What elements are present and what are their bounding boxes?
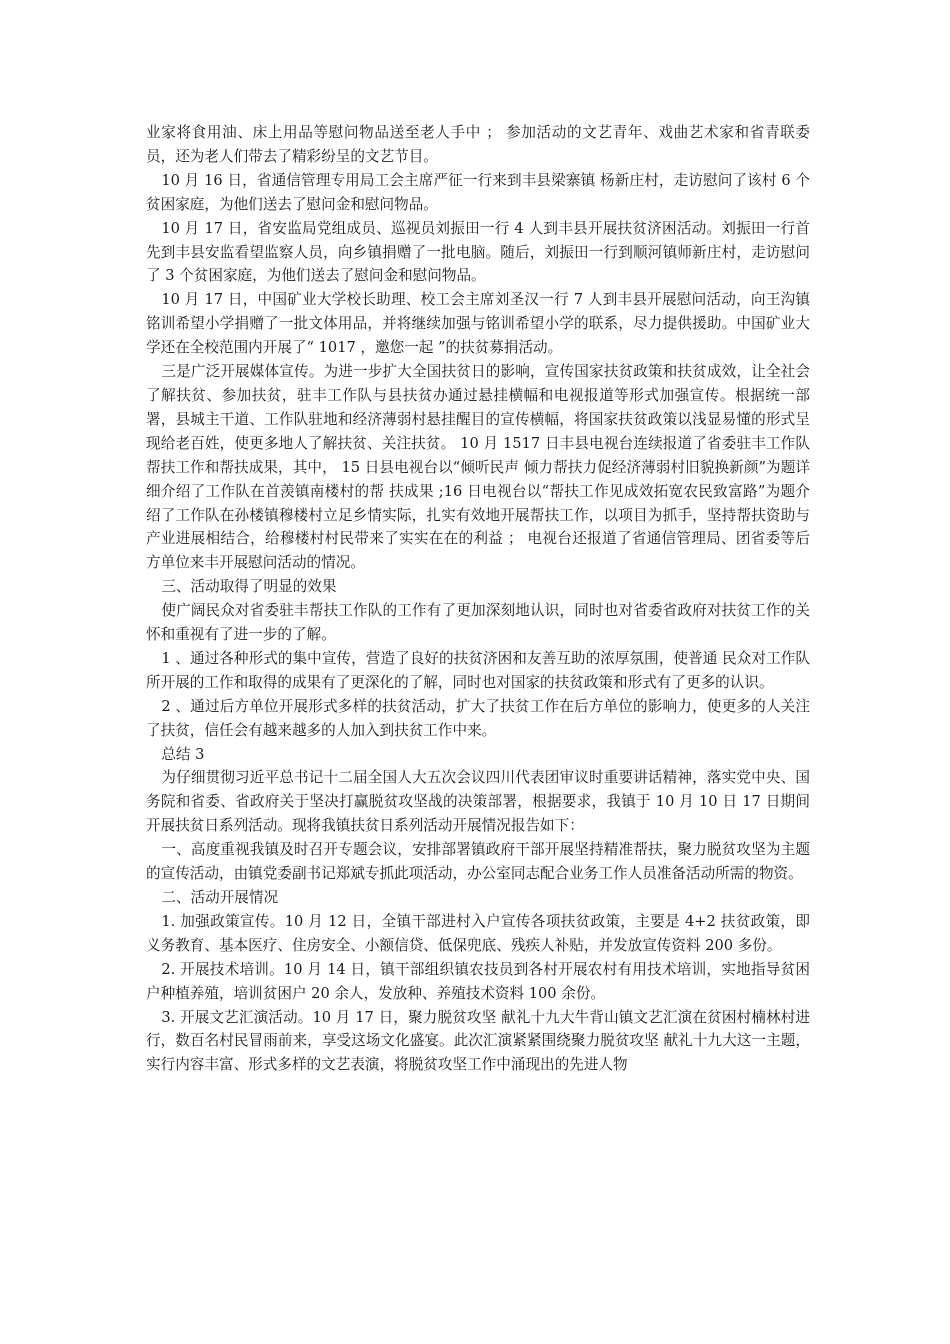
paragraph-7: 使广阔民众对省委驻丰帮扶工作队的工作有了更加深刻地认识，同时也对省委省政府对扶贫工作的关怀和重视有了进一步的了解。: [146, 602, 810, 644]
paragraph-3: 10 月 17 日，省安监局党组成员、巡视员刘振田一行 4 人到丰县开展扶贫济困活动。刘振田一行首先到丰县安监看望监察人员，向乡镇捐赠了一批电脑。随后，刘振田一行到顺河镇师新庄村，走访慰问了 3 个贫困家庭，为他们送去了慰问金和慰问物品。: [146, 219, 810, 285]
section-heading-3: 三、活动取得了明显的效果: [161, 578, 337, 596]
paragraph-14: 1. 加强政策宣传。10 月 12 日，全镇干部进村入户宣传各项扶贫政策，主要是 4+2 扶贫政策，即义务教育、基本医疗、住房安全、小额信贷、低保兜底、残疾人补贴，并发放宣传资料 200 多份。: [146, 912, 810, 954]
paragraph-5: 三是广泛开展媒体宣传。为进一步扩大全国扶贫日的影响，宣传国家扶贫政策和扶贫成效，让全社会了解扶贫、参加扶贫，驻丰工作队与县扶贫办通过悬挂横幅和电视报道等形式加强宣传。根据统一部署，县城主干道、工作队驻地和经济薄弱村悬挂醒目的宣传横幅，将国家扶贫政策以浅显易懂的形式呈现给老百姓，使更多地人了解扶贫、关注扶贫。 10 月 1517 日丰县电视台连续报道了省委驻丰工作队帮扶工作和帮扶成果，其中， 15 日县电视台以“倾听民声 倾力帮扶力促经济薄弱村旧貌换新颜”为题详细介绍了工作队在首羡镇南楼村的帮 扶成果 ;16 日电视台以“帮扶工作见成效拓宽农民致富路”为题介绍了工作队在孙楼镇穆楼村立足乡情实际，扎实有效地开展帮扶工作，以项目为抓手，坚持帮扶资助与产业进展相结合，给穆楼村村民带来了实实在在的利益 ； 电视台还报道了省通信管理局、团省委等后方单位来丰开展慰问活动的情况。: [146, 363, 810, 572]
paragraph-2: 10 月 16 日，省通信管理专用局工会主席严征一行来到丰县梁寨镇 杨新庄村，走访慰问了该村 6 个贫困家庭，为他们送去了慰问金和慰问物品。: [146, 171, 810, 213]
paragraph-4: 10 月 17 日，中国矿业大学校长助理、校工会主席刘圣汉一行 7 人到丰县开展慰问活动，向王沟镇铭训希望小学捐赠了一批文体用品，并将继续加强与铭训希望小学的联系，尽力提供援助。中国矿业大学还在全校范围内开展了“ 1017 ，邀您一起 ”的扶贫募捐活动。: [146, 291, 810, 357]
paragraph-12: 一、高度重视我镇及时召开专题会议，安排部署镇政府干部开展坚持精准帮扶，聚力脱贫攻坚为主题的宣传活动，由镇党委副书记郑斌专抓此项活动，办公室同志配合业务工作人员准备活动所需的物资。: [146, 841, 810, 883]
paragraph-16: 3. 开展文艺汇演活动。10 月 17 日，聚力脱贫攻坚 献礼十九大牛背山镇文艺汇演在贫困村楠林村进行，数百名村民冒雨前来，享受这场文化盛宴。此次汇演紧紧围绕聚力脱贫攻坚 献礼十九大这一主题，实行内容丰富、形式多样的文艺表演，将脱贫攻坚工作中涌现出的先进人物: [146, 1008, 810, 1074]
paragraph-1: 业家将食用油、床上用品等慰问物品送至老人手中 ； 参加活动的文艺青年、戏曲艺术家和省青联委员，还为老人们带去了精彩纷呈的文艺节目。: [146, 124, 810, 165]
paragraph-9: 2 、通过后方单位开展形式多样的扶贫活动，扩大了扶贫工作在后方单位的影响力，使更多的人关注了扶贫，信任会有越来越多的人加入到扶贫工作中来。: [146, 697, 810, 739]
document-page: [146, 121, 810, 1077]
section-heading-2: 二、活动开展情况: [161, 889, 279, 906]
summary-heading: 总结 3: [161, 745, 205, 763]
paragraph-8: 1 、通过各种形式的集中宣传，营造了良好的扶贫济困和友善互助的浓厚氛围，使普通 民众对工作队所开展的工作和取得的成果有了更深化的了解，同时也对国家的扶贫政策和形式有了更多的认识。: [146, 649, 810, 691]
paragraph-15: 2. 开展技术培训。10 月 14 日，镇干部组织镇农技员到各村开展农村有用技术培训，实地指导贫困户种植养殖，培训贫困户 20 余人，发放种、养殖技术资料 100 余份。: [146, 960, 810, 1002]
paragraph-11: 为仔细贯彻习近平总书记十二届全国人大五次会议四川代表团审议时重要讲话精神，落实党中央、国务院和省委、省政府关于坚决打赢脱贫攻坚战的决策部署，根据要求，我镇于 10 月 10 日 17 日期间开展扶贫日系列活动。现将我镇扶贫日系列活动开展情况报告如下：: [146, 769, 810, 835]
